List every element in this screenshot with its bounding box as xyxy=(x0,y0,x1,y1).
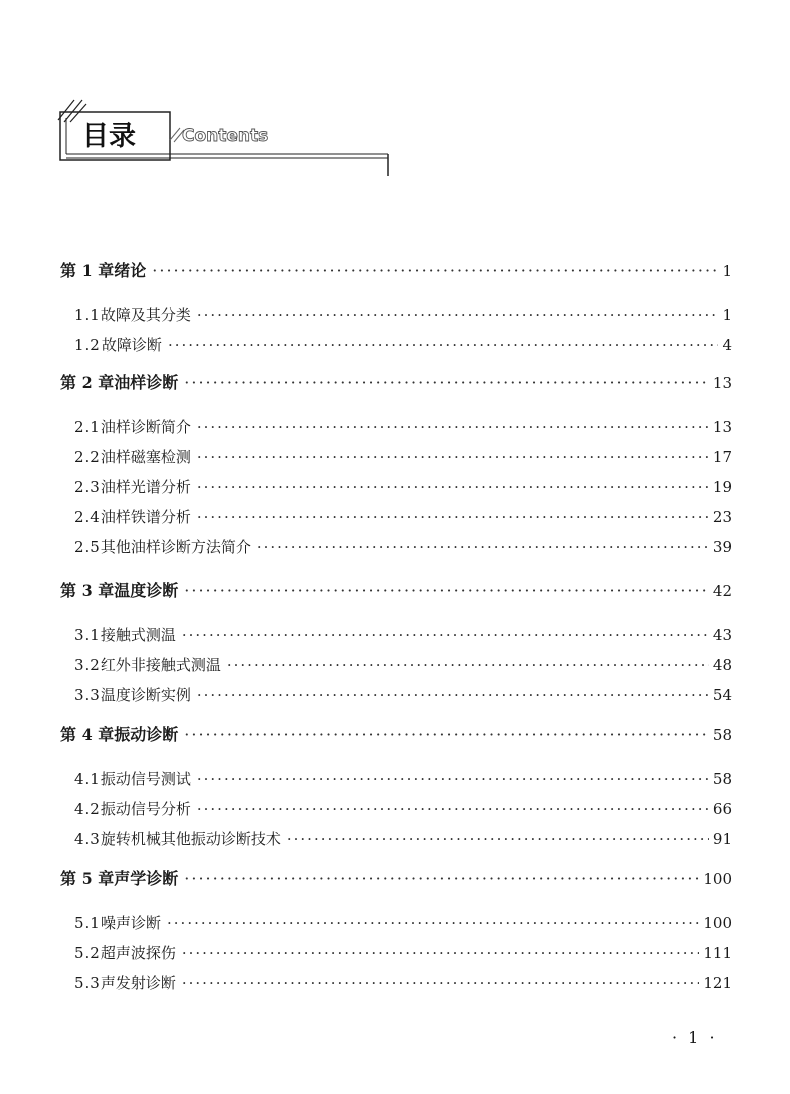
toc-leader-dots xyxy=(184,869,699,888)
toc-entry-page: 58 xyxy=(712,726,732,744)
toc-section-entry[interactable] xyxy=(60,768,732,789)
toc-entry-page: 4 xyxy=(722,336,732,354)
toc-entry-page: 111 xyxy=(703,944,732,962)
toc-entry-page: 66 xyxy=(712,800,732,818)
toc-section-entry[interactable] xyxy=(60,446,732,467)
toc-section-entry[interactable] xyxy=(60,304,732,325)
toc-entry-title: 超声波探伤 xyxy=(100,944,176,962)
toc-entry-page: 23 xyxy=(712,508,732,526)
toc-leader-dots xyxy=(184,581,709,600)
toc-entry-number: 第 5 章 xyxy=(60,869,115,888)
toc-leader-dots xyxy=(182,944,699,962)
toc-entry-page: 100 xyxy=(703,870,732,888)
toc-entry-title: 油样诊断 xyxy=(114,373,179,392)
toc-leader-dots xyxy=(184,725,709,744)
toc-chapter-entry[interactable] xyxy=(60,866,732,889)
toc-entry-title: 温度诊断实例 xyxy=(100,686,191,704)
toc-entry-number: 5.1 xyxy=(74,914,101,932)
toc-entry-title: 油样诊断简介 xyxy=(100,418,191,436)
toc-entry-number: 4.2 xyxy=(74,800,101,818)
toc-entry-page: 39 xyxy=(712,538,732,556)
toc-leader-dots xyxy=(184,373,709,392)
toc-header-frame xyxy=(52,92,392,176)
toc-entry-page: 58 xyxy=(712,770,732,788)
toc-entry-title: 故障诊断 xyxy=(101,336,162,354)
toc-entry-title: 绪论 xyxy=(114,261,147,280)
toc-leader-dots xyxy=(167,914,699,932)
toc-chapter-entry[interactable] xyxy=(60,722,732,745)
toc-section-entry[interactable] xyxy=(60,912,732,933)
toc-entry-title: 振动信号分析 xyxy=(100,800,191,818)
toc-entry-title: 噪声诊断 xyxy=(101,914,162,932)
toc-section-entry[interactable] xyxy=(60,536,732,557)
toc-leader-dots xyxy=(197,686,709,704)
toc-leader-dots xyxy=(168,336,719,354)
toc-entry-number: 4.3 xyxy=(74,830,101,848)
toc-leader-dots xyxy=(197,770,709,788)
toc-entry-number: 3.3 xyxy=(74,686,101,704)
toc-entry-number: 第 4 章 xyxy=(60,725,115,744)
toc-entry-title: 旋转机械其他振动诊断技术 xyxy=(100,830,281,848)
toc-section-entry[interactable] xyxy=(60,506,732,527)
toc-entry-number: 5.3 xyxy=(74,974,101,992)
toc-entry-number: 3.2 xyxy=(74,656,101,674)
toc-entry-title: 接触式测温 xyxy=(100,626,176,644)
toc-entry-number: 1.2 xyxy=(74,336,101,354)
toc-entry-title: 红外非接触式测温 xyxy=(100,656,221,674)
toc-entry-number: 5.2 xyxy=(74,944,101,962)
toc-entry-number: 2.1 xyxy=(74,418,101,436)
toc-entry-page: 43 xyxy=(712,626,732,644)
toc-header-title: 目录 xyxy=(82,121,136,152)
toc-section-entry[interactable] xyxy=(60,828,732,849)
toc-entry-page: 17 xyxy=(712,448,732,466)
toc-entry-number: 第 1 章 xyxy=(60,261,115,280)
toc-chapter-entry[interactable] xyxy=(60,370,732,393)
toc-entry-number: 3.1 xyxy=(74,626,101,644)
toc-entry-number: 第 3 章 xyxy=(60,581,115,600)
toc-leader-dots xyxy=(197,478,709,496)
toc-leader-dots xyxy=(182,974,699,992)
toc-section-entry[interactable] xyxy=(60,476,732,497)
toc-entry-number: 第 2 章 xyxy=(60,373,115,392)
toc-entry-page: 91 xyxy=(712,830,732,848)
toc-leader-dots xyxy=(197,448,709,466)
toc-entry-page: 19 xyxy=(712,478,732,496)
toc-entry-title: 油样铁谱分析 xyxy=(100,508,191,526)
toc-entry-page: 121 xyxy=(703,974,732,992)
toc-entry-number: 2.4 xyxy=(74,508,101,526)
toc-leader-dots xyxy=(197,508,709,526)
toc-leader-dots xyxy=(257,538,709,556)
toc-entry-page: 13 xyxy=(712,374,732,392)
toc-entry-number: 2.2 xyxy=(74,448,101,466)
toc-entry-page: 1 xyxy=(722,306,732,324)
toc-leader-dots xyxy=(197,418,709,436)
toc-leader-dots xyxy=(197,306,719,324)
toc-entry-title: 振动信号测试 xyxy=(100,770,191,788)
toc-entry-title: 声发射诊断 xyxy=(100,974,176,992)
toc-entry-title: 温度诊断 xyxy=(114,581,179,600)
toc-entry-title: 声学诊断 xyxy=(114,869,179,888)
toc-section-entry[interactable] xyxy=(60,972,732,993)
toc-entry-title: 其他油样诊断方法简介 xyxy=(100,538,251,556)
toc-chapter-entry[interactable] xyxy=(60,258,732,281)
toc-entry-page: 54 xyxy=(712,686,732,704)
toc-section-entry[interactable] xyxy=(60,334,732,355)
toc-entry-page: 42 xyxy=(712,582,732,600)
toc-entry-title: 故障及其分类 xyxy=(100,306,191,324)
toc-chapter-entry[interactable] xyxy=(60,578,732,601)
toc-entry-page: 48 xyxy=(712,656,732,674)
toc-header-subtitle: Contents xyxy=(182,126,269,146)
toc-entry-page: 1 xyxy=(722,262,732,280)
page-number: · 1 · xyxy=(672,1028,718,1047)
toc-section-entry[interactable] xyxy=(60,654,732,675)
toc-entry-number: 2.3 xyxy=(74,478,101,496)
toc-entry-number: 4.1 xyxy=(74,770,101,788)
toc-section-entry[interactable] xyxy=(60,798,732,819)
toc-leader-dots xyxy=(182,626,709,644)
toc-entry-number: 1.1 xyxy=(74,306,101,324)
toc-leader-dots xyxy=(197,800,709,818)
toc-leader-dots xyxy=(287,830,709,848)
toc-entry-title: 油样光谱分析 xyxy=(100,478,191,496)
toc-entry-title: 油样磁塞检测 xyxy=(100,448,191,466)
toc-entry-title: 振动诊断 xyxy=(114,725,179,744)
toc-section-entry[interactable] xyxy=(60,684,732,705)
toc-section-entry[interactable] xyxy=(60,942,732,963)
toc-entry-number: 2.5 xyxy=(74,538,101,556)
toc-header xyxy=(52,92,392,176)
toc-entry-page: 100 xyxy=(703,914,732,932)
toc-entry-page: 13 xyxy=(712,418,732,436)
toc-section-entry[interactable] xyxy=(60,624,732,645)
toc-leader-dots xyxy=(152,261,718,280)
toc-leader-dots xyxy=(227,656,709,674)
toc-section-entry[interactable] xyxy=(60,416,732,437)
